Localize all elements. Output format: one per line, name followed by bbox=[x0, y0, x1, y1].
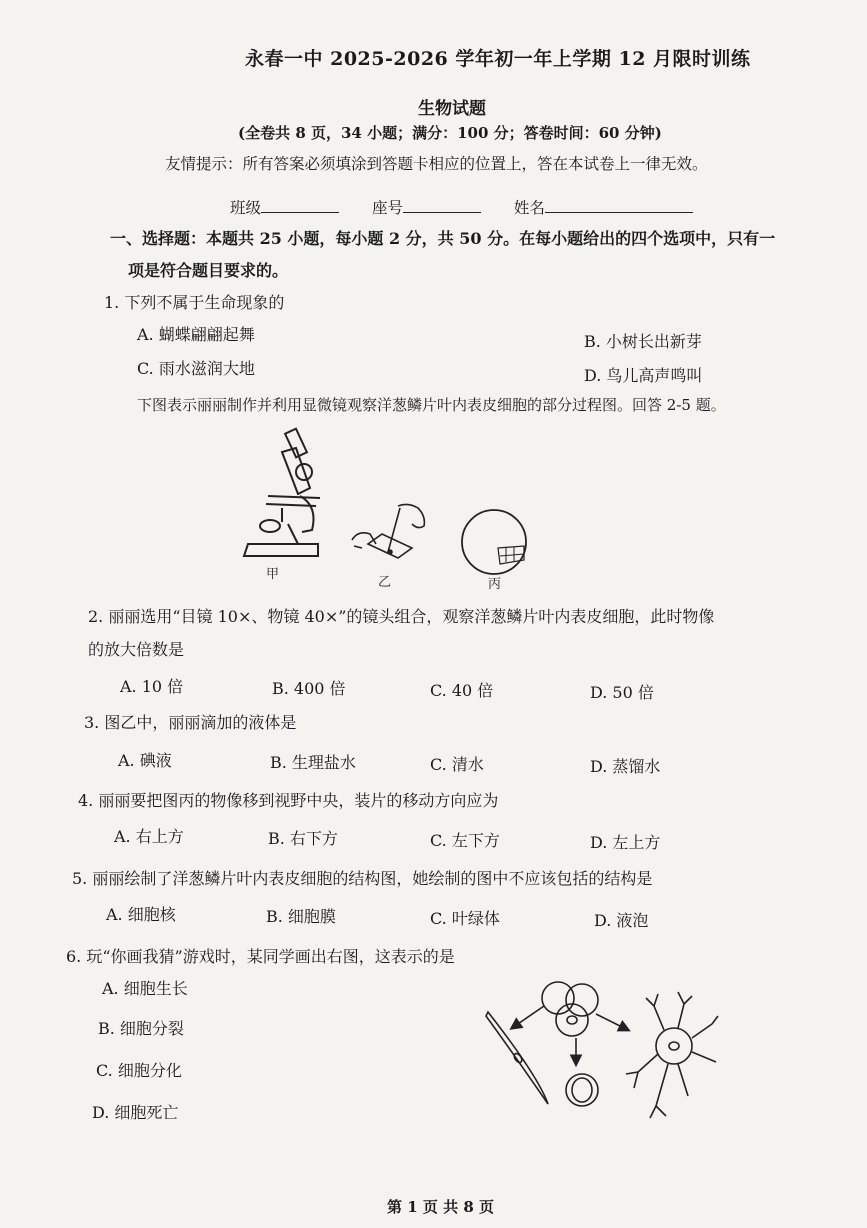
q5-option-c[interactable]: C. 叶绿体 bbox=[430, 909, 500, 928]
q6-option-b[interactable]: B. 细胞分裂 bbox=[98, 1019, 184, 1038]
exam-meta: (全卷共 8 页，34 小题；满分：100 分；答卷时间：60 分钟) bbox=[238, 124, 662, 142]
q2-option-d[interactable]: D. 50 倍 bbox=[590, 683, 654, 702]
cell-differentiation-figure bbox=[478, 976, 728, 1124]
q3-option-b[interactable]: B. 生理盐水 bbox=[270, 753, 356, 772]
question-6-stem: 6. 玩“你画我猜”游戏时，某同学画出右图，这表示的是 bbox=[66, 947, 455, 966]
name-label: 姓名 bbox=[513, 199, 545, 217]
q2-option-b[interactable]: B. 400 倍 bbox=[272, 679, 346, 698]
q1-option-c[interactable]: C. 雨水滋润大地 bbox=[137, 359, 255, 378]
figure-label-jia: 甲 bbox=[266, 567, 280, 582]
q6-option-c[interactable]: C. 细胞分化 bbox=[96, 1061, 182, 1080]
q4-option-b[interactable]: B. 右下方 bbox=[268, 829, 338, 848]
q4-option-a[interactable]: A. 右上方 bbox=[114, 827, 184, 846]
q2-option-a[interactable]: A. 10 倍 bbox=[120, 677, 184, 696]
section-heading: 一、选择题：本题共 25 小题，每小题 2 分，共 50 分。在每小题给出的四个选项中，只有一 bbox=[110, 229, 776, 248]
q1-option-b[interactable]: B. 小树长出新芽 bbox=[584, 332, 702, 351]
figure-label-yi: 乙 bbox=[378, 575, 392, 590]
student-fields bbox=[230, 196, 693, 218]
q3-option-a[interactable]: A. 碘液 bbox=[118, 751, 172, 770]
q4-option-c[interactable]: C. 左下方 bbox=[430, 831, 500, 850]
q5-option-d[interactable]: D. 液泡 bbox=[594, 911, 649, 930]
q5-option-a[interactable]: A. 细胞核 bbox=[106, 905, 176, 924]
q1-option-a[interactable]: A. 蝴蝶翩翩起舞 bbox=[137, 325, 255, 344]
q6-option-a[interactable]: A. 细胞生长 bbox=[102, 979, 188, 998]
microscope-figure bbox=[238, 426, 328, 582]
exam-tip: 友情提示：所有答案必须填涂到答题卡相应的位置上，答在本试卷上一律无效。 bbox=[165, 155, 708, 173]
q5-option-b[interactable]: B. 细胞膜 bbox=[266, 907, 336, 926]
question-1-stem: 1. 下列不属于生命现象的 bbox=[104, 293, 285, 312]
slide-preparation-figure bbox=[348, 500, 443, 590]
question-5-stem: 5. 丽丽绘制了洋葱鳞片叶内表皮细胞的结构图，她绘制的图中不应该包括的结构是 bbox=[72, 869, 653, 888]
question-2-stem: 2. 丽丽选用“目镜 10×、物镜 40×”的镜头组合，观察洋葱鳞片叶内表皮细胞，此时物像 bbox=[88, 607, 715, 626]
name-blank[interactable] bbox=[545, 198, 693, 213]
field-of-view-figure bbox=[458, 506, 538, 590]
q6-option-d[interactable]: D. 细胞死亡 bbox=[92, 1103, 179, 1122]
figure-label-bing: 丙 bbox=[488, 577, 502, 592]
page-number: 第 1 页 共 8 页 bbox=[387, 1198, 494, 1216]
q4-option-d[interactable]: D. 左上方 bbox=[590, 833, 661, 852]
figure-intro: 下图表示丽丽制作并利用显微镜观察洋葱鳞片叶内表皮细胞的部分过程图。回答 2-5 题。 bbox=[137, 396, 726, 414]
section-heading-cont: 项是符合题目要求的。 bbox=[128, 261, 289, 280]
question-3-stem: 3. 图乙中，丽丽滴加的液体是 bbox=[84, 713, 297, 732]
page-title: 永春一中 2025-2026 学年初一年上学期 12 月限时训练 bbox=[245, 48, 751, 70]
q2-option-c[interactable]: C. 40 倍 bbox=[430, 681, 494, 700]
seat-label: 座号 bbox=[371, 199, 403, 217]
q3-option-d[interactable]: D. 蒸馏水 bbox=[590, 757, 661, 776]
question-4-stem: 4. 丽丽要把图丙的物像移到视野中央，装片的移动方向应为 bbox=[78, 791, 499, 810]
question-2-stem-cont: 的放大倍数是 bbox=[88, 640, 185, 659]
q1-option-d[interactable]: D. 鸟儿高声鸣叫 bbox=[584, 366, 703, 385]
seat-blank[interactable] bbox=[403, 198, 481, 213]
q3-option-c[interactable]: C. 清水 bbox=[430, 755, 484, 774]
subject-title: 生物试题 bbox=[418, 99, 486, 119]
class-blank[interactable] bbox=[261, 198, 339, 213]
class-label: 班级 bbox=[230, 199, 262, 217]
